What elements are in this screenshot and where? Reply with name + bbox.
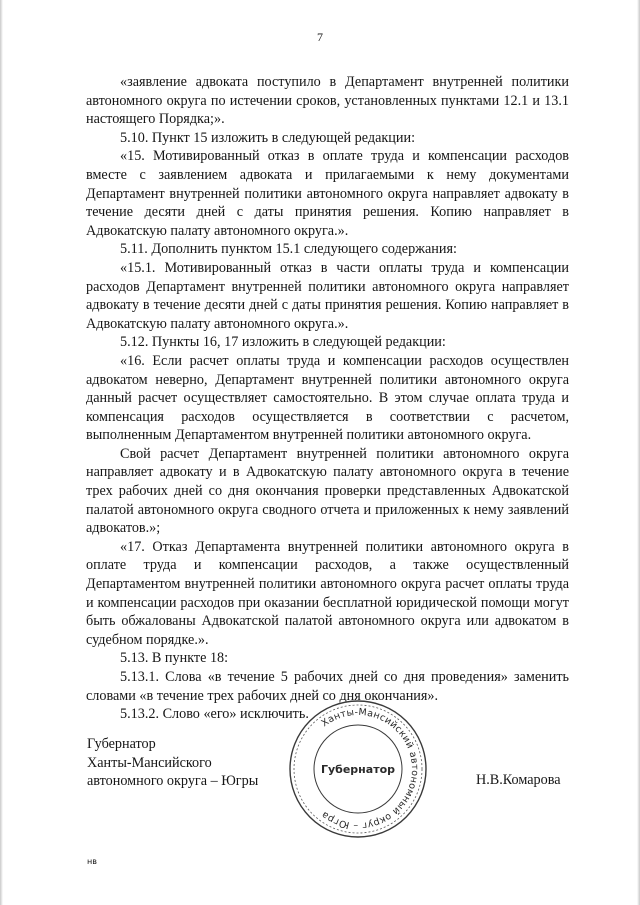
paragraph-12: 5.13.2. Слово «его» исключить.	[120, 706, 309, 723]
seal-ring-textpath: Ханты-Мансийский автономный округ – Югра	[319, 706, 421, 832]
paragraph-10: 5.13. В пункте 18:	[120, 650, 229, 667]
paragraph-6: 5.12. Пункты 16, 17 изложить в следующей редакции:	[120, 334, 446, 351]
seal-center-text: Губернатор	[320, 763, 396, 776]
document-body	[86, 73, 569, 724]
paragraph-11: 5.13.1. Слова «в течение 5 рабочих дней со дня проведения» заменить словами «в течение трех рабочих дней со дня окончания».	[86, 669, 569, 704]
signatory-title-line-2: Ханты-Мансийского	[87, 754, 212, 771]
signatory-title-line-1: Губернатор	[87, 736, 156, 752]
paragraph-4: 5.11. Дополнить пунктом 15.1 следующего содержания:	[120, 241, 457, 258]
signatory-name: Н.В.Комарова	[476, 772, 561, 788]
official-seal	[286, 697, 430, 841]
paragraph-9: «17. Отказ Департамента внутренней политики автономного округа в оплате труда и компенсации расходов, а также осуществленный Департаментом внутренней политики автономного округа расчет оплаты труда и компенсации расходов при оказании бесплатной юридической помощи могут быть обжалованы Адвокатской палатой автономного округа или адвокатом в судебном порядке.».	[86, 538, 569, 648]
paragraph-8: Свой расчет Департамент внутренней политики автономного округа направляет адвокату и в Адвокатскую палату автономного округа в течение трех рабочих дней со дня окончания проверки представленных Адвокатской палатой автономного округа сводного отчета и приложенных к нему заявлений адвокатов.»;	[86, 445, 569, 537]
signatory-title	[87, 735, 258, 791]
paragraph-2: 5.10. Пункт 15 изложить в следующей редакции:	[120, 129, 416, 146]
signatory-title-line-3: автономного округа – Югры	[87, 773, 259, 790]
paragraph-3: «15. Мотивированный отказ в оплате труда и компенсации расходов вместе с заявлением адвоката и прилагаемыми к нему документами Департамент внутренней политики автономного округа направляет адвокату в течение десяти дней с даты принятия решения. Копию направляет в Адвокатскую палату автономного округа.».	[86, 148, 569, 239]
scan-edge-left	[0, 0, 3, 905]
paragraph-5: «15.1. Мотивированный отказ в части оплаты труда и компенсации расходов Департамент внутренней политики автономного округа направляет адвокату в течение десяти дней с даты принятия решения. Копию направляет в Адвокатскую палату автономного округа.».	[86, 259, 569, 332]
executor-initials: нв	[87, 857, 97, 866]
page-number: 7	[317, 30, 323, 44]
paragraph-7: «16. Если расчет оплаты труда и компенсации расходов осуществлен адвокатом неверно, Департамент внутренней политики автономного округа данный расчет осуществляет самостоятельно. В этом случае оплата труда и компенсация расходов осуществляется в соответствии с расчетом, выполненным Департаментом внутренней политики автономного округа.	[86, 352, 569, 444]
paragraph-1: «заявление адвоката поступило в Департамент внутренней политики автономного округа по истечении сроков, установленных пунктами 12.1 и 13.1 настоящего Порядка;».	[86, 74, 569, 128]
